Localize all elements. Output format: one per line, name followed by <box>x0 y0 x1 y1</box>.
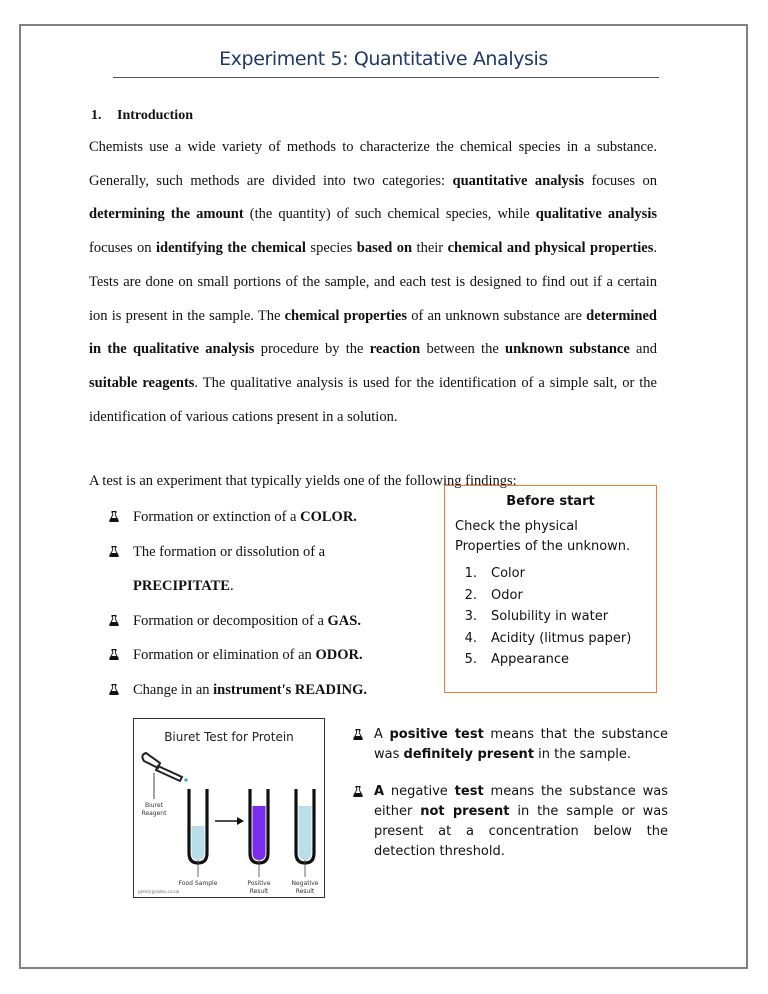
finding-item: The formation or dissolution of a PRECIPITATE. <box>109 535 409 604</box>
finding-item: Formation or elimination of an ODOR. <box>109 638 409 673</box>
findings-list <box>109 500 409 707</box>
flask-icon <box>109 615 119 626</box>
section-heading <box>91 108 193 124</box>
figure-title: Biuret Test for Protein <box>164 730 294 744</box>
section-number: 1. <box>91 108 102 123</box>
result-item: A negative test means the substance was either not present in the sample or was present at a concentration below the detection threshold. <box>352 782 668 862</box>
svg-text:Result: Result <box>295 888 315 895</box>
flask-icon <box>109 649 119 660</box>
svg-text:Negative: Negative <box>291 880 319 887</box>
reagent-drop <box>184 778 187 781</box>
flask-icon <box>109 546 119 557</box>
checklist-item: 5. Appearance <box>464 652 570 667</box>
negative-result-tube <box>296 789 314 877</box>
before-start-box <box>444 485 657 693</box>
svg-text:Result: Result <box>249 888 269 895</box>
flask-icon <box>353 729 363 740</box>
finding-item: Formation or decomposition of a GAS. <box>109 604 409 639</box>
box-description: Check the physical Properties of the unknown. <box>455 519 631 554</box>
intro-paragraph: Chemists use a wide variety of methods to characterize the chemical species in a substance. Generally, such methods are divided into two categories: quantitative analysis focuses on determining the amount (the quantity) of such chemical species, while qualitative analysis focuses on identifying the chemical species based on their chemical and physical properties. Tests are done on small portions of the sample, and each test is designed to find out if a certain ion is present in the sample. The chemical properties of an unknown substance are determined in the qualitative analysis procedure by the reaction between the unknown substance and suitable reagents. The qualitative analysis is used for the identification of a simple salt, or the identification of various cations present in a solution. <box>89 139 657 425</box>
finding-item: Formation or extinction of a COLOR. <box>109 500 409 535</box>
food-sample-tube <box>189 789 207 877</box>
results-list <box>352 725 668 879</box>
flask-icon <box>353 786 363 797</box>
box-title: Before start <box>506 494 595 509</box>
flask-icon <box>109 684 119 695</box>
svg-text:Biuret: Biuret <box>145 802 163 809</box>
findings-lead: A test is an experiment that typically yields one of the following findings: <box>89 473 517 489</box>
result-item: A positive test means that the substance was definitely present in the sample. <box>352 725 668 765</box>
page-title: Experiment 5: Quantitative Analysis <box>219 48 548 70</box>
positive-result-tube <box>250 789 268 877</box>
property-checklist <box>455 563 646 671</box>
figure-credit: getmygrades.co.uk <box>138 889 180 895</box>
flask-icon <box>109 511 119 522</box>
finding-item: Change in an instrument's READING. <box>109 673 409 708</box>
document-page <box>19 24 748 969</box>
svg-text:Reagent: Reagent <box>141 810 167 817</box>
checklist-item: 3. Solubility in water <box>464 609 609 624</box>
section-title: Introduction <box>117 108 193 123</box>
svg-text:Positive: Positive <box>247 880 271 887</box>
biuret-test-figure <box>133 718 325 898</box>
checklist-item: 1. Color <box>464 566 525 581</box>
checklist-item: 4. Acidity (litmus paper) <box>464 630 632 646</box>
title-divider <box>113 77 659 78</box>
svg-text:Food Sample: Food Sample <box>178 880 218 887</box>
dropper-icon <box>142 753 182 781</box>
arrow-icon <box>215 817 244 825</box>
checklist-item: 2. Odor <box>464 587 523 603</box>
